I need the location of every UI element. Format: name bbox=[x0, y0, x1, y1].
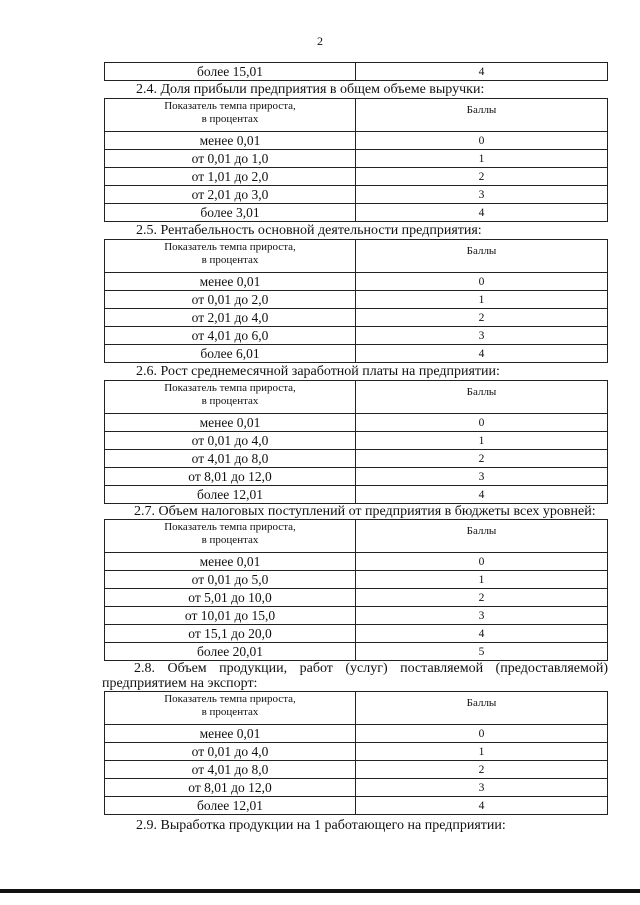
top-table bbox=[104, 62, 608, 81]
score-cell: 2 bbox=[356, 589, 608, 607]
score-header: Баллы bbox=[356, 381, 608, 414]
range-cell: от 0,01 до 4,0 bbox=[105, 432, 356, 450]
score-cell: 1 bbox=[356, 432, 608, 450]
range-cell: от 15,1 до 20,0 bbox=[105, 625, 356, 643]
score-cell: 3 bbox=[356, 186, 608, 204]
score-cell: 4 bbox=[356, 204, 608, 222]
table-header-row bbox=[105, 381, 608, 414]
range-cell: от 8,01 до 12,0 bbox=[105, 779, 356, 797]
indicator-header-unit: в процентах bbox=[201, 113, 259, 125]
table-row bbox=[105, 761, 608, 779]
table-row bbox=[105, 168, 608, 186]
score-header: Баллы bbox=[356, 99, 608, 132]
table-row bbox=[105, 486, 608, 504]
section-title: 2.7. Объем налоговых поступлений от предприятия в бюджеты всех уровней: bbox=[134, 504, 596, 519]
table-row bbox=[105, 186, 608, 204]
score-cell: 3 bbox=[356, 607, 608, 625]
table-row bbox=[105, 607, 608, 625]
indicator-header-unit: в процентах bbox=[201, 534, 259, 546]
table-row bbox=[105, 309, 608, 327]
sections-container bbox=[104, 81, 608, 815]
table-row bbox=[105, 291, 608, 309]
table-row bbox=[105, 450, 608, 468]
table-row bbox=[105, 571, 608, 589]
range-cell: более 6,01 bbox=[105, 345, 356, 363]
score-cell: 1 bbox=[356, 291, 608, 309]
indicator-header-unit: в процентах bbox=[201, 254, 259, 266]
score-cell: 0 bbox=[356, 553, 608, 571]
table-row bbox=[105, 273, 608, 291]
range-cell: от 10,01 до 15,0 bbox=[105, 607, 356, 625]
section-title: 2.6. Рост среднемесячной заработной платы на предприятии: bbox=[136, 364, 500, 379]
score-cell: 1 bbox=[356, 743, 608, 761]
score-cell: 0 bbox=[356, 273, 608, 291]
score-cell: 4 bbox=[356, 63, 608, 81]
score-cell: 0 bbox=[356, 132, 608, 150]
range-cell: более 12,01 bbox=[105, 486, 356, 504]
indicator-header-text: Показатель темпа прироста, bbox=[164, 382, 296, 394]
range-cell: от 4,01 до 8,0 bbox=[105, 761, 356, 779]
score-cell: 1 bbox=[356, 150, 608, 168]
section-title: 2.5. Рентабельность основной деятельности предприятия: bbox=[136, 223, 482, 238]
range-cell: от 0,01 до 5,0 bbox=[105, 571, 356, 589]
score-cell: 0 bbox=[356, 725, 608, 743]
table-header-row bbox=[105, 520, 608, 553]
score-cell: 4 bbox=[356, 486, 608, 504]
range-cell: более 3,01 bbox=[105, 204, 356, 222]
table-row bbox=[105, 132, 608, 150]
table-row bbox=[105, 150, 608, 168]
range-cell: менее 0,01 bbox=[105, 553, 356, 571]
section-title-2-9: 2.9. Выработка продукции на 1 работающего на предприятии: bbox=[136, 818, 506, 833]
score-cell: 2 bbox=[356, 450, 608, 468]
range-cell: от 8,01 до 12,0 bbox=[105, 468, 356, 486]
indicator-header-text: Показатель темпа прироста, bbox=[164, 693, 296, 705]
table-row bbox=[105, 63, 608, 81]
table-header-row bbox=[105, 692, 608, 725]
range-cell: от 2,01 до 4,0 bbox=[105, 309, 356, 327]
score-cell: 2 bbox=[356, 761, 608, 779]
indicator-header bbox=[105, 99, 356, 132]
score-cell: 2 bbox=[356, 309, 608, 327]
score-header: Баллы bbox=[356, 520, 608, 553]
score-table bbox=[104, 239, 608, 363]
score-header: Баллы bbox=[356, 692, 608, 725]
indicator-header bbox=[105, 520, 356, 553]
score-cell: 5 bbox=[356, 643, 608, 661]
range-cell: от 1,01 до 2,0 bbox=[105, 168, 356, 186]
table-row bbox=[105, 625, 608, 643]
table-row bbox=[105, 468, 608, 486]
indicator-header-unit: в процентах bbox=[201, 706, 259, 718]
table-row bbox=[105, 743, 608, 761]
indicator-header bbox=[105, 240, 356, 273]
score-cell: 4 bbox=[356, 797, 608, 815]
range-cell: от 0,01 до 2,0 bbox=[105, 291, 356, 309]
table-row bbox=[105, 414, 608, 432]
range-cell: от 2,01 до 3,0 bbox=[105, 186, 356, 204]
score-cell: 1 bbox=[356, 571, 608, 589]
score-cell: 3 bbox=[356, 468, 608, 486]
table-row bbox=[105, 643, 608, 661]
range-cell: менее 0,01 bbox=[105, 273, 356, 291]
score-table bbox=[104, 519, 608, 661]
section-title: 2.4. Доля прибыли предприятия в общем объеме выручки: bbox=[136, 82, 485, 97]
indicator-header bbox=[105, 692, 356, 725]
bottom-rule bbox=[0, 889, 640, 893]
range-cell: от 0,01 до 1,0 bbox=[105, 150, 356, 168]
range-cell: от 0,01 до 4,0 bbox=[105, 743, 356, 761]
score-table bbox=[104, 380, 608, 504]
table-row bbox=[105, 797, 608, 815]
range-cell: от 4,01 до 6,0 bbox=[105, 327, 356, 345]
indicator-header-text: Показатель темпа прироста, bbox=[164, 241, 296, 253]
range-cell: более 12,01 bbox=[105, 797, 356, 815]
range-cell: более 15,01 bbox=[105, 63, 356, 81]
range-cell: менее 0,01 bbox=[105, 414, 356, 432]
table-row bbox=[105, 327, 608, 345]
score-cell: 2 bbox=[356, 168, 608, 186]
table-row bbox=[105, 589, 608, 607]
table-row bbox=[105, 725, 608, 743]
table-row bbox=[105, 204, 608, 222]
page-number: 2 bbox=[317, 34, 323, 48]
score-table bbox=[104, 691, 608, 815]
table-row bbox=[105, 553, 608, 571]
indicator-header bbox=[105, 381, 356, 414]
range-cell: более 20,01 bbox=[105, 643, 356, 661]
score-cell: 0 bbox=[356, 414, 608, 432]
table-row bbox=[105, 345, 608, 363]
score-cell: 4 bbox=[356, 625, 608, 643]
indicator-header-text: Показатель темпа прироста, bbox=[164, 521, 296, 533]
range-cell: менее 0,01 bbox=[105, 725, 356, 743]
document-body bbox=[104, 62, 608, 834]
table-header-row bbox=[105, 240, 608, 273]
score-table bbox=[104, 98, 608, 222]
score-cell: 3 bbox=[356, 327, 608, 345]
table-row bbox=[105, 779, 608, 797]
table-header-row bbox=[105, 99, 608, 132]
score-cell: 4 bbox=[356, 345, 608, 363]
range-cell: от 4,01 до 8,0 bbox=[105, 450, 356, 468]
range-cell: от 5,01 до 10,0 bbox=[105, 589, 356, 607]
section-title: 2.8. Объем продукции, работ (услуг) поставляемой (предоставляемой) предприятием на экспорт: bbox=[102, 661, 608, 691]
score-cell: 3 bbox=[356, 779, 608, 797]
indicator-header-unit: в процентах bbox=[201, 395, 259, 407]
range-cell: менее 0,01 bbox=[105, 132, 356, 150]
score-header: Баллы bbox=[356, 240, 608, 273]
table-row bbox=[105, 432, 608, 450]
indicator-header-text: Показатель темпа прироста, bbox=[164, 100, 296, 112]
